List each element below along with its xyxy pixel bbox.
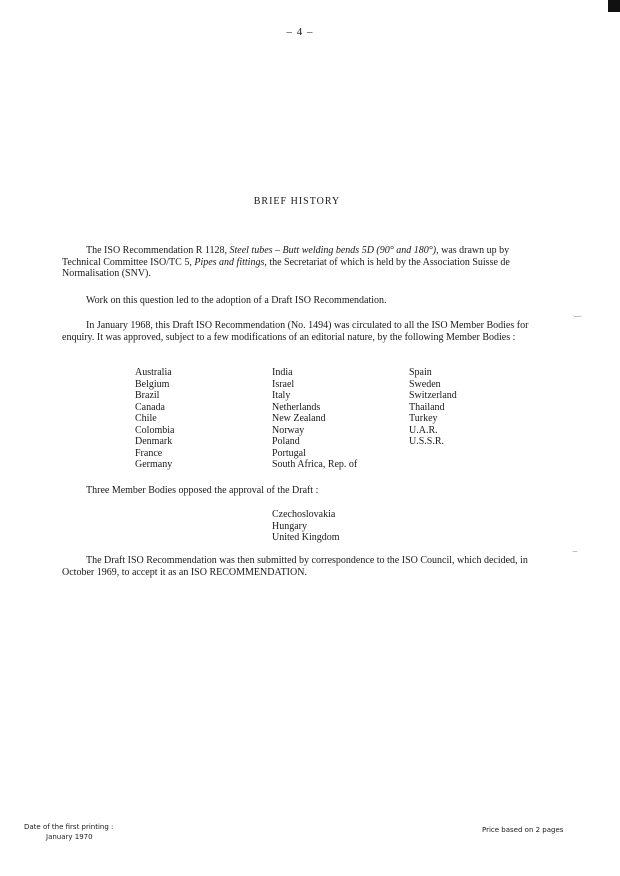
member-body: Australia [135,367,172,378]
member-body: Canada [135,401,165,413]
page-number: – 4 – [286,26,314,38]
p1-text-1: The ISO Recommendation R 1128, [86,245,230,256]
member-body: Switzerland [409,390,457,401]
member-body: Belgium [135,378,170,390]
printing-date-value: January 1970 [46,833,93,841]
approving-bodies-column-2 [272,367,357,471]
member-body: Brazil [135,390,160,401]
member-body: Germany [135,459,173,470]
member-body: Norway [272,424,305,436]
member-body: France [135,447,163,459]
opposing-bodies-list [272,509,340,544]
member-body: Poland [272,436,300,447]
printing-date [24,822,113,842]
scan-artifact-mark: ‿ [574,307,582,317]
member-body: U.A.R. [409,424,438,436]
opposing-body: United Kingdom [272,532,340,543]
opposing-body: Hungary [272,520,307,532]
history-paragraph-3: In January 1968, this Draft ISO Recommendation (No. 1494) was circulated to all the ISO Member Bodies for enquiry. It was approved, subject to a few modifications of an editorial nature, by the following Member Bodies : [62,320,529,343]
p1-text-3: the Secretariat of which is held by the Association Suisse de Normalisation (SNV). [62,256,510,279]
history-paragraph-5: The Draft ISO Recommendation was then submitted by correspondence to the ISO Council, which decided, in October 1969, to accept it as an ISO RECOMMENDATION. [62,555,528,578]
member-body: Sweden [409,378,441,390]
price-note: Price based on 2 pages [482,826,564,834]
member-body: New Zealand [272,413,326,424]
member-body: Spain [409,367,432,378]
p1-standard-title: Steel tubes – Butt welding bends 5D (90° and 180°), [229,245,439,256]
member-body: Colombia [135,424,175,436]
member-body: Chile [135,413,157,424]
section-title: BRIEF HISTORY [253,196,341,207]
member-body: Netherlands [272,401,321,413]
history-paragraph-1 [62,245,544,280]
approving-bodies-column-1 [135,367,174,471]
member-body: Israel [272,378,295,390]
approving-bodies-column-3 [409,367,457,448]
p1-text-2: was drawn up by Technical Committee ISO/TC 5, [62,245,510,268]
corner-scan-mark [608,0,620,12]
member-body: Thailand [409,401,445,413]
member-body: U.S.S.R. [409,436,445,447]
history-paragraph-4: Three Member Bodies opposed the approval of the Draft : [86,485,319,496]
printing-date-label: Date of the first printing : [24,823,114,831]
p1-committee-title: Pipes and fittings, [194,256,267,268]
opposing-body: Czechoslovakia [272,509,336,520]
scan-artifact-mark: ⌣ [572,546,578,556]
member-body: South Africa, Rep. of [272,459,358,470]
history-paragraph-2: Work on this question led to the adoption of a Draft ISO Recommendation. [86,295,387,306]
member-body: Turkey [409,413,438,424]
member-body: Portugal [272,447,306,459]
member-body: Denmark [135,436,173,447]
member-body: Italy [272,390,291,401]
member-body: India [272,367,293,378]
